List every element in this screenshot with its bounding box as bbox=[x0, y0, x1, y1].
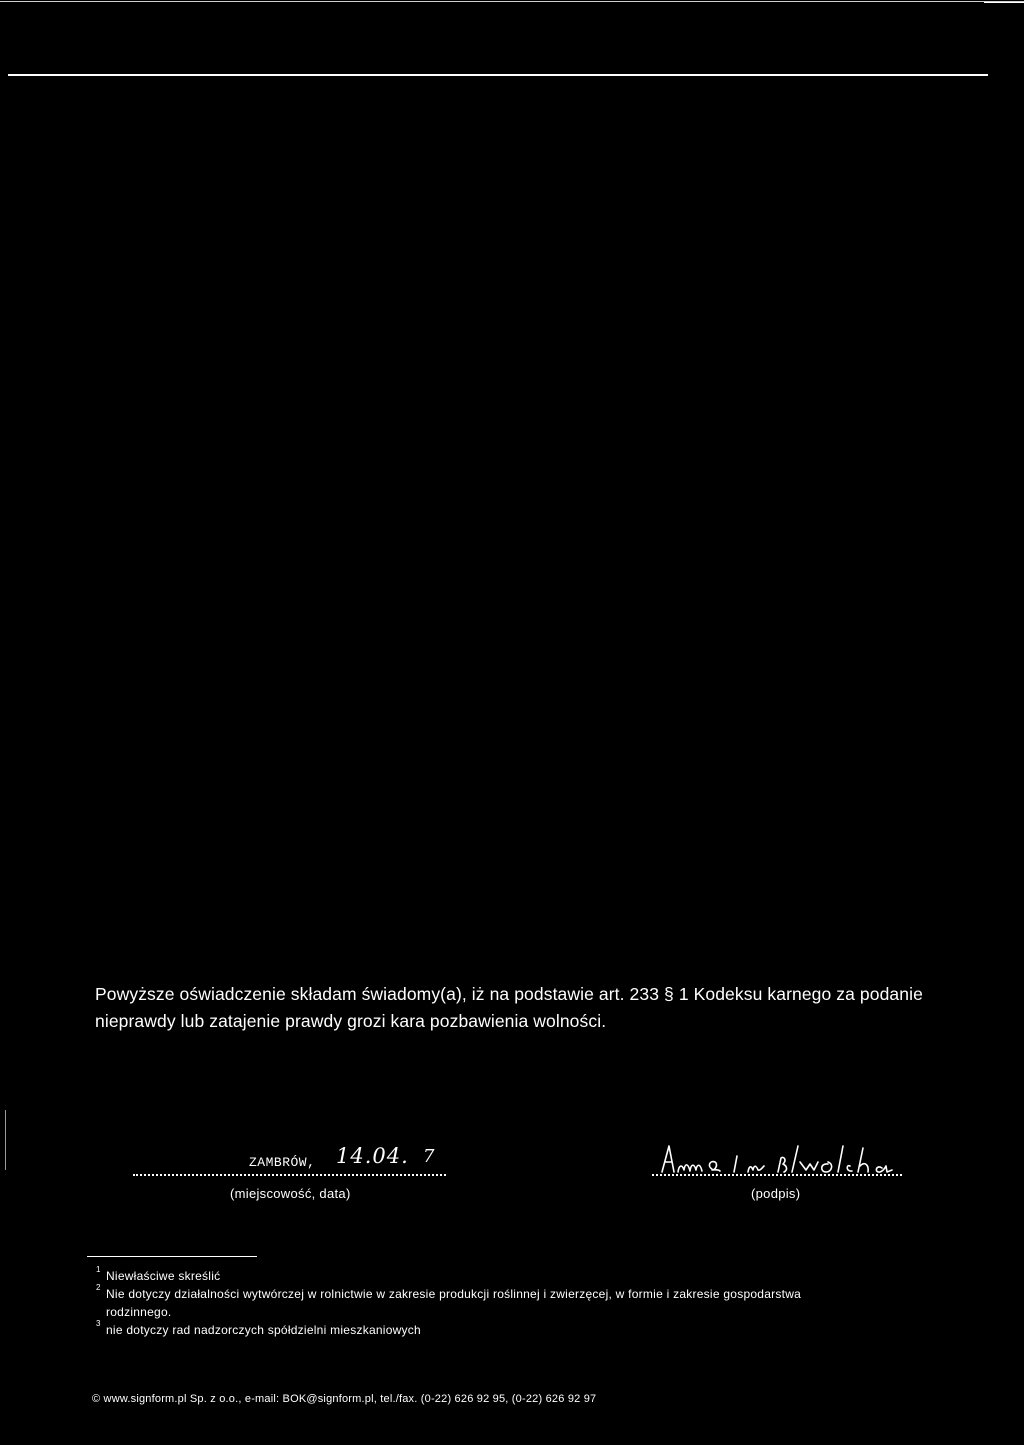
left-margin-mark bbox=[5, 1110, 6, 1170]
footnote-divider bbox=[87, 1256, 257, 1257]
footnote-1 bbox=[92, 1267, 972, 1285]
footnote-2-text-line-2: rodzinnego. bbox=[106, 1305, 172, 1319]
section-sign: § bbox=[664, 984, 674, 1004]
statement-line-1: Powyższe oświadczenie składam świadomy(a), iż na podstawie art. 233 § 1 Kodeksu karnego za podanie bbox=[95, 984, 923, 1004]
footnote-1-text: Niewłaściwe skreślić bbox=[106, 1269, 221, 1283]
statement-line-2: nieprawdy lub zatajenie prawdy grozi kara pozbawienia wolności. bbox=[95, 1011, 607, 1031]
top-right-mark bbox=[984, 2, 1024, 3]
footnote-3 bbox=[92, 1321, 972, 1339]
handwritten-signature bbox=[660, 1136, 895, 1176]
handwritten-date: 14.04. bbox=[336, 1144, 409, 1168]
legal-statement bbox=[95, 981, 975, 1035]
footnote-3-mark: 3 bbox=[96, 1319, 101, 1328]
footnote-2 bbox=[92, 1285, 972, 1321]
footnote-1-mark: 1 bbox=[96, 1265, 101, 1274]
footnote-3-text: nie dotyczy rad nadzorczych spółdzielni mieszkaniowych bbox=[106, 1323, 421, 1337]
top-edge-line bbox=[0, 1, 1024, 2]
place-date-caption: (miejscowość, data) bbox=[230, 1186, 351, 1201]
signature-caption: (podpis) bbox=[751, 1186, 801, 1201]
footnote-2-text-line-1: Nie dotyczy działalności wytwórczej w rolnictwie w zakresie produkcji roślinnej i zwierzęcej, w formie i zakresie gospodarstwa bbox=[106, 1287, 802, 1301]
footnote-2-mark: 2 bbox=[96, 1283, 101, 1292]
typed-place: ZAMBRÓW, bbox=[249, 1155, 316, 1170]
footnotes bbox=[92, 1267, 972, 1339]
publisher-footer: © www.signform.pl Sp. z o.o., e-mail: BOK@signform.pl, tel./fax. (0-22) 626 92 95, (0-22) 626 92 97 bbox=[92, 1393, 597, 1405]
handwritten-year: 7 bbox=[423, 1146, 435, 1167]
header-divider bbox=[8, 74, 988, 76]
